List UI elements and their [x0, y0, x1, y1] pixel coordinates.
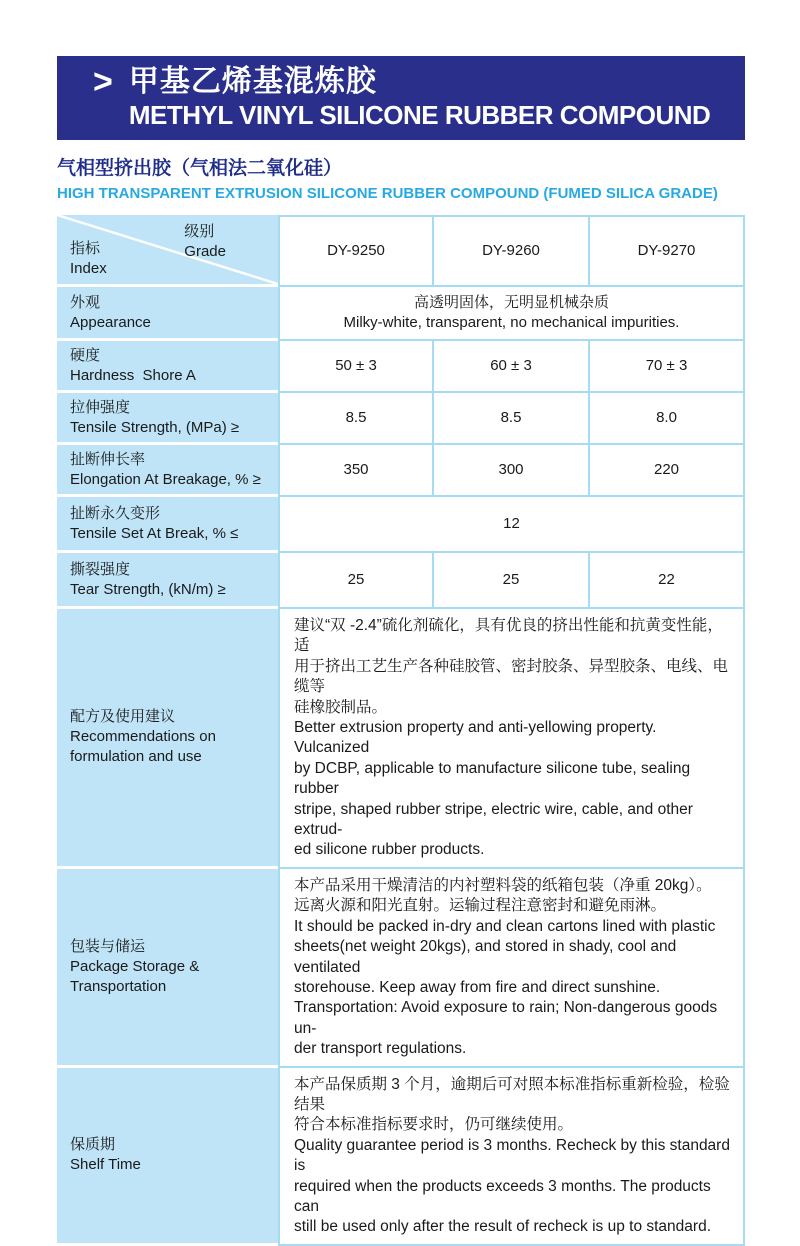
page-title-zh: 甲基乙烯基混炼胶 [128, 65, 377, 98]
spec-value-cell: 70 ± 3 [590, 341, 745, 393]
table-row [57, 497, 745, 553]
row-label: 撕裂强度 Tear Strength, (kN/m) ≥ [57, 553, 278, 609]
corner-index-label: 指标 Index [70, 240, 107, 277]
spec-merged-cell: 建议“双 -2.4”硫化剂硫化，具有优良的挤出性能和抗黄变性能，适 用于挤出工艺生产各种硅胶管、密封胶条、异型胶条、电线、电缆等 硅橡胶制品。 Better extrusion property and anti-yellowing property. Vulcanized by DCBP, applicable to manufacture silicone tube, sealing rubber stripe, shaped rubber stripe, electric wire, cable, and other extrud- ed silicone rubber products. [278, 609, 745, 869]
spec-merged-cell: 12 [278, 497, 745, 553]
spec-merged-cell: 本产品采用干燥清洁的内衬塑料袋的纸箱包装（净重 20kg）。 远离火源和阳光直射。运输过程注意密封和避免雨淋。 It should be packed in-dry and clean cartons lined with plastic sheets(net weight 20kgs), and stored in shady, cool and ventilated storehouse. Keep away from fire and direct sunshine. Transportation: Avoid exposure to rain; Non-dangerous goods un- der transport regulations. [278, 869, 745, 1068]
row-label: 硬度 Hardness Shore A [57, 341, 278, 393]
chevron-icon: > [93, 63, 113, 101]
spec-merged-cell: 本产品保质期 3 个月，逾期后可对照本标准指标重新检验，检验结果 符合本标准指标要求时，仍可继续使用。 Quality guarantee period is 3 months. Recheck by this standard is required when the products exceeds 3 months. The products can still be used only after the result of recheck is up to standard. [278, 1068, 745, 1246]
table-row [57, 287, 745, 341]
title-banner [57, 56, 745, 140]
table-row [57, 553, 745, 609]
banner-titles [129, 64, 710, 131]
grade-column-header: DY-9250 [278, 215, 434, 287]
spec-value-cell: 60 ± 3 [434, 341, 590, 393]
table-row [57, 869, 745, 1068]
spec-value-cell: 25 [278, 553, 434, 609]
table-row [57, 1068, 745, 1246]
table-row [57, 609, 745, 869]
row-label: 拉伸强度 Tensile Strength, (MPa) ≥ [57, 393, 278, 445]
corner-grade-label: 级别 Grade [184, 223, 226, 260]
table-row [57, 341, 745, 393]
section-subtitle [57, 157, 718, 203]
spec-value-cell: 350 [278, 445, 434, 497]
spec-table-body [57, 215, 745, 1246]
row-label: 保质期 Shelf Time [57, 1068, 278, 1246]
grade-column-header: DY-9260 [434, 215, 590, 287]
spec-table [57, 215, 745, 1246]
subtitle-zh: 气相型挤出胶（气相法二氧化硅） [57, 158, 343, 179]
spec-value-cell: 8.0 [590, 393, 745, 445]
spec-value-cell: 220 [590, 445, 745, 497]
spec-value-cell: 8.5 [434, 393, 590, 445]
corner-cell [57, 215, 278, 287]
spec-merged-cell: 高透明固体，无明显机械杂质 Milky-white, transparent, no mechanical impurities. [278, 287, 745, 341]
grade-column-header: DY-9270 [590, 215, 745, 287]
subtitle-en: HIGH TRANSPARENT EXTRUSION SILICONE RUBBER COMPOUND (FUMED SILICA GRADE) [57, 185, 718, 202]
page-title-en: METHYL VINYL SILICONE RUBBER COMPOUND [128, 100, 711, 130]
row-label: 包装与储运 Package Storage & Transportation [57, 869, 278, 1068]
spec-value-cell: 300 [434, 445, 590, 497]
row-label: 扯断永久变形 Tensile Set At Break, % ≤ [57, 497, 278, 553]
table-header-row [57, 215, 745, 287]
table-row [57, 393, 745, 445]
spec-value-cell: 25 [434, 553, 590, 609]
row-label: 外观 Appearance [57, 287, 278, 341]
spec-value-cell: 8.5 [278, 393, 434, 445]
row-label: 扯断伸长率 Elongation At Breakage, % ≥ [57, 445, 278, 497]
table-row [57, 445, 745, 497]
row-label: 配方及使用建议 Recommendations on formulation and use [57, 609, 278, 869]
spec-value-cell: 50 ± 3 [278, 341, 434, 393]
spec-value-cell: 22 [590, 553, 745, 609]
